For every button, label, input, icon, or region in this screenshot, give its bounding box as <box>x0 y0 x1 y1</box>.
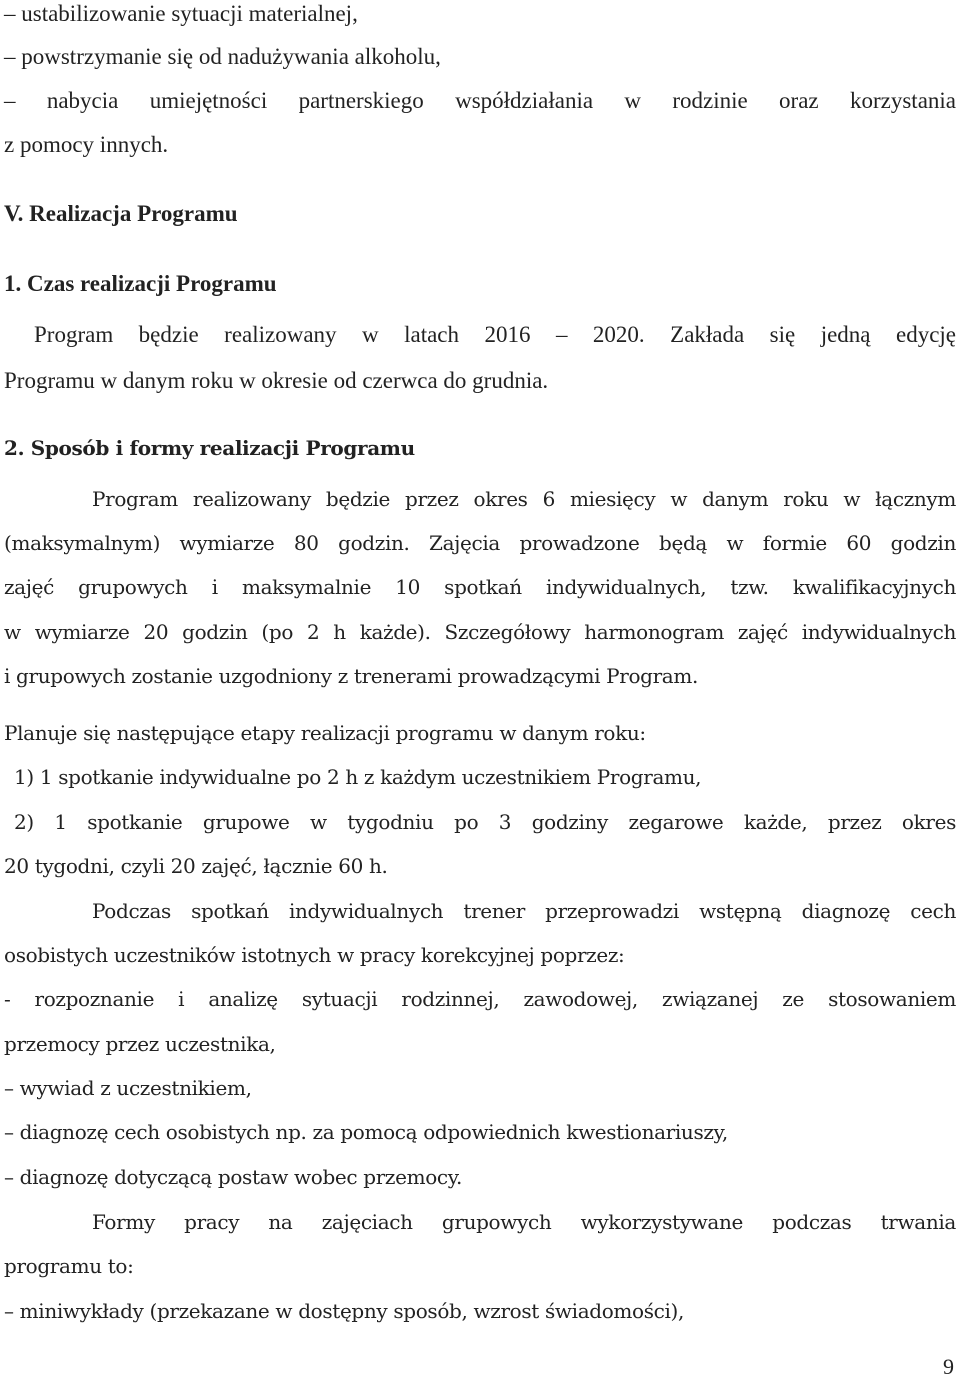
text-line: przemocy przez uczestnika, <box>4 1032 276 1056</box>
text-line: 20 tygodni, czyli 20 zajęć, łącznie 60 h. <box>4 854 388 878</box>
text-line: Program będzie realizowany w latach 2016 – 2020. Zakłada się jedną edycję <box>34 322 956 347</box>
list-item: - rozpoznanie i analizę sytuacji rodzinnej, zawodowej, związanej ze stosowaniem <box>4 987 956 1011</box>
text-line: – powstrzymanie się od nadużywania alkoholu, <box>4 44 441 69</box>
subsection-heading: 1. Czas realizacji Programu <box>4 271 277 296</box>
text-line: i grupowych zostanie uzgodniony z trenerami prowadzącymi Program. <box>4 664 698 688</box>
text-line: z pomocy innych. <box>4 132 169 157</box>
text-line: Program realizowany będzie przez okres 6 miesięcy w danym roku w łącznym <box>92 487 956 511</box>
list-item: – diagnozę cech osobistych np. za pomocą odpowiednich kwestionariuszy, <box>4 1120 728 1144</box>
text-line: zajęć grupowych i maksymalnie 10 spotkań indywidualnych, tzw. kwalifikacyjnych <box>4 575 956 599</box>
list-item: 1) 1 spotkanie indywidualne po 2 h z każdym uczestnikiem Programu, <box>14 765 702 789</box>
list-item: 2) 1 spotkanie grupowe w tygodniu po 3 godziny zegarowe każde, przez okres <box>14 810 956 834</box>
text-line: Formy pracy na zajęciach grupowych wykorzystywane podczas trwania <box>92 1210 956 1234</box>
subsection-heading: 2. Sposób i formy realizacji Programu <box>4 436 415 460</box>
list-item: – wywiad z uczestnikiem, <box>4 1076 252 1100</box>
text-line: osobistych uczestników istotnych w pracy korekcyjnej poprzez: <box>4 943 625 967</box>
text-line: w wymiarze 20 godzin (po 2 h każde). Szczegółowy harmonogram zajęć indywidualnych <box>4 620 956 644</box>
text-line: programu to: <box>4 1254 134 1278</box>
text-line: – nabycia umiejętności partnerskiego współdziałania w rodzinie oraz korzystania <box>4 88 956 113</box>
page-number: 9 <box>943 1354 954 1379</box>
section-heading: V. Realizacja Programu <box>4 201 238 226</box>
text-line: – ustabilizowanie sytuacji materialnej, <box>4 1 358 26</box>
text-line: (maksymalnym) wymiarze 80 godzin. Zajęcia prowadzone będą w formie 60 godzin <box>4 531 956 555</box>
list-item: – miniwykłady (przekazane w dostępny sposób, wzrost świadomości), <box>4 1299 684 1323</box>
text-line: Planuje się następujące etapy realizacji programu w danym roku: <box>4 721 646 745</box>
list-item: – diagnozę dotyczącą postaw wobec przemocy. <box>4 1165 463 1189</box>
text-line: Programu w danym roku w okresie od czerwca do grudnia. <box>4 368 549 393</box>
text-line: Podczas spotkań indywidualnych trener przeprowadzi wstępną diagnozę cech <box>92 899 956 923</box>
